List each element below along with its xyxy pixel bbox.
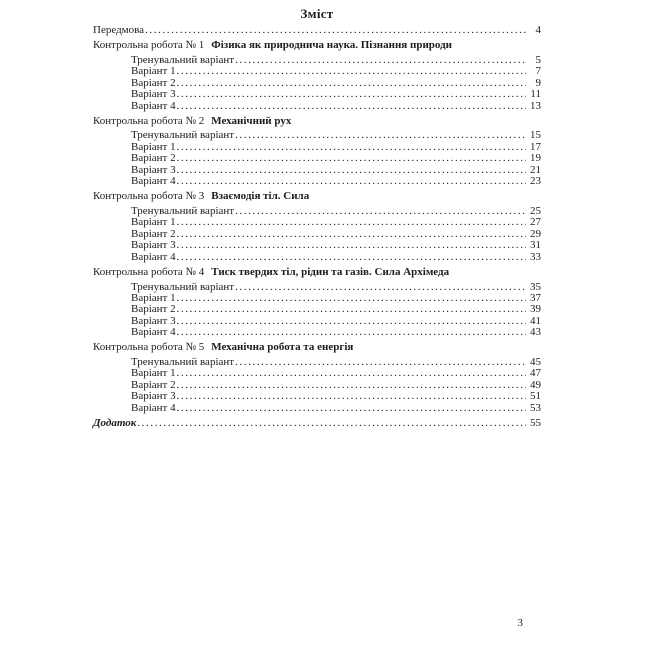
toc-section-header xyxy=(93,116,541,127)
toc-entry-page: 13 xyxy=(530,99,541,112)
toc-entry-appendix xyxy=(93,418,541,429)
dot-leader xyxy=(177,327,526,338)
toc-section-topic: Механічний рух xyxy=(211,114,292,127)
toc-entry-page: 7 xyxy=(535,65,541,78)
dot-leader xyxy=(177,217,526,228)
dot-leader xyxy=(177,252,526,263)
toc-section-entries xyxy=(93,55,541,112)
folio-page-number: 3 xyxy=(517,617,523,629)
toc-entry-label: Варіант 2 xyxy=(131,378,176,391)
toc-entry-page: 23 xyxy=(530,175,541,188)
toc-entry xyxy=(93,252,541,263)
dot-leader xyxy=(235,206,526,217)
toc-entry-label: Варіант 3 xyxy=(131,314,176,327)
toc-section xyxy=(93,342,541,414)
toc-entry-label: Варіант 4 xyxy=(131,175,176,188)
toc-section-entries xyxy=(93,282,541,339)
toc-entry-page: 17 xyxy=(530,140,541,153)
toc-entry-label: Варіант 1 xyxy=(131,216,176,229)
toc-section-topic: Тиск твердих тіл, рідин та газів. Сила Архімеда xyxy=(211,265,450,278)
toc-entry-label: Варіант 3 xyxy=(131,390,176,403)
dot-leader xyxy=(177,240,526,251)
toc-entry-label: Тренувальний варіант xyxy=(131,356,235,369)
toc-entry-page: 29 xyxy=(530,227,541,240)
toc-entry-label: Варіант 4 xyxy=(131,326,176,339)
toc-section-entries xyxy=(93,130,541,187)
dot-leader xyxy=(177,142,526,153)
toc-sections xyxy=(93,40,541,414)
toc-section xyxy=(93,40,541,112)
dot-leader xyxy=(235,357,526,368)
page-title: Зміст xyxy=(300,6,334,21)
toc-entry-page: 5 xyxy=(535,53,541,66)
toc-section-header xyxy=(93,40,541,51)
dot-leader xyxy=(235,130,526,141)
toc-entry-label: Передмова xyxy=(93,24,145,36)
toc-section-topic: Фізика як природнича наука. Пізнання природи xyxy=(211,39,452,51)
toc-entry-page: 11 xyxy=(530,88,541,101)
toc-entry-label: Тренувальний варіант xyxy=(131,129,235,142)
toc-section-topic: Взаємодія тіл. Сила xyxy=(211,190,310,203)
dot-leader xyxy=(177,380,526,391)
toc-entry xyxy=(93,101,541,112)
toc-entry-label: Варіант 2 xyxy=(131,76,176,89)
toc-entry-page: 4 xyxy=(535,24,541,36)
toc-entry-page: 33 xyxy=(530,250,541,263)
toc-entry xyxy=(93,153,541,164)
toc-section xyxy=(93,267,541,339)
toc-entry-page: 37 xyxy=(530,291,541,304)
toc-entry-label: Варіант 1 xyxy=(131,291,176,304)
toc-entry-label: Варіант 2 xyxy=(131,227,176,240)
toc-section-header xyxy=(93,267,541,278)
dot-leader xyxy=(177,78,526,89)
toc-entry-page: 43 xyxy=(530,326,541,339)
toc-entry xyxy=(93,66,541,77)
dot-leader xyxy=(177,153,526,164)
toc-entry-label: Варіант 4 xyxy=(131,401,176,414)
toc-entry-label: Варіант 2 xyxy=(131,152,176,165)
toc-entry xyxy=(93,391,541,402)
toc-entry-label: Варіант 1 xyxy=(131,367,176,380)
toc-entry-page: 15 xyxy=(530,129,541,142)
toc-entry xyxy=(93,240,541,251)
toc-entry-label: Тренувальний варіант xyxy=(131,53,235,66)
toc-entry-page: 53 xyxy=(530,401,541,414)
toc-entry-page: 49 xyxy=(530,378,541,391)
toc-entry xyxy=(93,403,541,414)
toc-content xyxy=(93,6,541,429)
dot-leader xyxy=(177,293,526,304)
toc-entry-page: 21 xyxy=(530,163,541,176)
dot-leader xyxy=(177,101,526,112)
toc-section-entries xyxy=(93,206,541,263)
toc-entry xyxy=(93,176,541,187)
toc-section xyxy=(93,116,541,188)
dot-leader xyxy=(235,55,526,66)
dot-leader xyxy=(177,165,526,176)
dot-leader xyxy=(177,304,526,315)
dot-leader xyxy=(177,403,526,414)
toc-entry-label: Тренувальний варіант xyxy=(131,204,235,217)
dot-leader xyxy=(177,316,526,327)
toc-entry-page: 47 xyxy=(530,367,541,380)
dot-leader xyxy=(177,391,526,402)
toc-entry-label: Тренувальний варіант xyxy=(131,280,235,293)
toc-entry-label: Варіант 3 xyxy=(131,239,176,252)
dot-leader xyxy=(177,229,526,240)
toc-section-header xyxy=(93,342,541,353)
toc-section-topic: Механічна робота та енергія xyxy=(211,341,354,354)
toc-entry-label: Варіант 4 xyxy=(131,99,176,112)
toc-section xyxy=(93,191,541,263)
toc-section-label: Контрольна робота № 1 xyxy=(93,39,205,51)
toc-entry-page: 51 xyxy=(530,390,541,403)
toc-section-label: Контрольна робота № 5 xyxy=(93,341,205,354)
toc-entry-label: Варіант 1 xyxy=(131,140,176,153)
toc-entry-preface xyxy=(93,25,541,36)
dot-leader xyxy=(177,176,526,187)
toc-entry xyxy=(93,89,541,100)
toc-entry-page: 45 xyxy=(530,356,541,369)
dot-leader xyxy=(177,66,526,77)
toc-section-header xyxy=(93,191,541,202)
toc-entry-label: Варіант 3 xyxy=(131,163,176,176)
toc-entry-page: 39 xyxy=(530,303,541,316)
toc-entry-label: Варіант 1 xyxy=(131,65,176,78)
dot-leader xyxy=(235,282,526,293)
toc-entry-page: 35 xyxy=(530,280,541,293)
toc-entry-page: 25 xyxy=(530,204,541,217)
toc-entry-page: 31 xyxy=(530,239,541,252)
toc-entry-page: 27 xyxy=(530,216,541,229)
toc-section-label: Контрольна робота № 3 xyxy=(93,190,205,203)
toc-entry-label: Варіант 3 xyxy=(131,88,176,101)
toc-section-label: Контрольна робота № 2 xyxy=(93,114,205,127)
toc-entry-page: 9 xyxy=(535,76,541,89)
dot-leader xyxy=(137,418,526,429)
toc-entry-page: 55 xyxy=(530,416,541,429)
toc-entry-page: 41 xyxy=(530,314,541,327)
toc-section-label: Контрольна робота № 4 xyxy=(93,265,205,278)
dot-leader xyxy=(145,25,526,36)
toc-entry xyxy=(93,327,541,338)
toc-section-entries xyxy=(93,357,541,414)
dot-leader xyxy=(177,89,526,100)
dot-leader xyxy=(177,368,526,379)
toc-entry-page: 19 xyxy=(530,152,541,165)
toc-entry-label: Варіант 4 xyxy=(131,250,176,263)
toc-entry xyxy=(93,304,541,315)
toc-entry-label: Додаток xyxy=(93,416,137,429)
toc-entry-label: Варіант 2 xyxy=(131,303,176,316)
